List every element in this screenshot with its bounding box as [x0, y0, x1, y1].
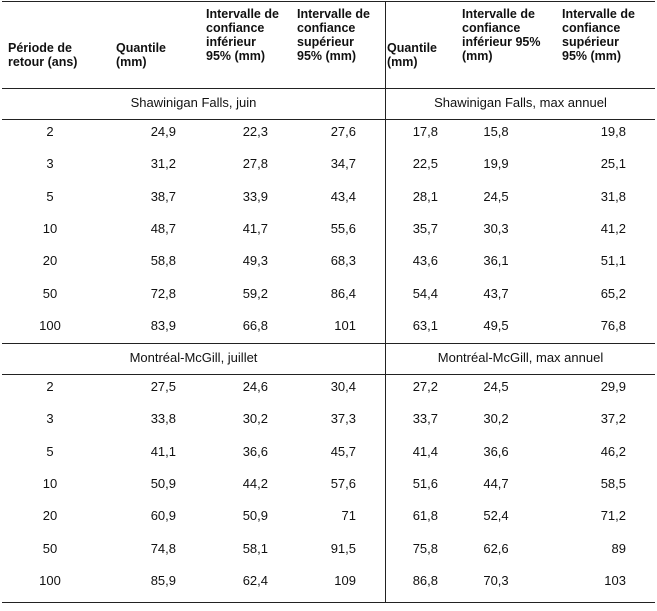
return-period-cell: 100 — [39, 317, 61, 333]
quantile-cell: 85,9 — [150, 572, 176, 588]
lower-ci-cell: 19,9 — [483, 156, 509, 172]
quantile-cell: 48,7 — [150, 220, 176, 236]
bottom-rule — [2, 602, 655, 603]
header-lower-ci-right: Intervalle de confiance inférieur 95% (mm) — [462, 7, 541, 63]
return-period-cell: 20 — [42, 253, 58, 269]
lower-ci-cell: 62,4 — [242, 572, 268, 588]
return-period-cell: 2 — [46, 124, 54, 139]
quantile-cell: 54,4 — [412, 285, 438, 301]
upper-ci-cell: 46,2 — [600, 443, 626, 459]
section-divider-rule — [2, 343, 655, 344]
return-period-cell: 20 — [42, 508, 58, 524]
quantile-cell: 38,7 — [150, 188, 176, 204]
quantile-cell: 27,2 — [412, 379, 438, 394]
quantile-cell: 22,5 — [412, 156, 438, 172]
quantile-cell: 86,8 — [412, 572, 438, 588]
upper-ci-cell: 19,8 — [600, 124, 626, 139]
quantile-cell: 33,7 — [412, 411, 438, 427]
upper-ci-cell: 37,2 — [600, 411, 626, 427]
upper-ci-cell: 71 — [341, 508, 356, 524]
lower-ci-cell: 24,5 — [483, 188, 509, 204]
header-upper-ci-left: Intervalle de confiance supérieur 95% (mm) — [297, 7, 370, 63]
upper-ci-cell: 55,6 — [330, 220, 356, 236]
quantile-cell: 60,9 — [150, 508, 176, 524]
lower-ci-cell: 43,7 — [483, 285, 509, 301]
lower-ci-cell: 36,6 — [483, 443, 509, 459]
header-return-period: Période de retour (ans) — [8, 41, 78, 69]
top-rule — [2, 1, 655, 2]
upper-ci-cell: 86,4 — [330, 285, 356, 301]
upper-ci-cell: 51,1 — [600, 253, 626, 269]
header-lower-ci-left: Intervalle de confiance inférieur 95% (mm) — [206, 7, 279, 63]
upper-ci-cell: 103 — [604, 572, 626, 588]
return-period-cell: 100 — [39, 572, 61, 588]
upper-ci-cell: 101 — [334, 317, 356, 333]
quantile-cell: 24,9 — [150, 124, 176, 139]
upper-ci-cell: 30,4 — [330, 379, 356, 394]
quantile-cell: 83,9 — [150, 317, 176, 333]
upper-ci-cell: 57,6 — [330, 475, 356, 491]
upper-ci-cell: 41,2 — [600, 220, 626, 236]
header-quantile-right: Quantile (mm) — [387, 41, 438, 69]
lower-ci-cell: 41,7 — [242, 220, 268, 236]
quantile-cell: 72,8 — [150, 285, 176, 301]
quantile-cell: 33,8 — [150, 411, 176, 427]
return-period-cell: 5 — [46, 188, 54, 204]
return-period-cell: 10 — [42, 475, 58, 491]
lower-ci-cell: 49,5 — [483, 317, 509, 333]
quantile-cell: 51,6 — [412, 475, 438, 491]
quantile-cell: 35,7 — [412, 220, 438, 236]
header-upper-ci-right: Intervalle de confiance supérieur 95% (mm) — [562, 7, 635, 63]
quantile-cell: 75,8 — [412, 540, 438, 556]
lower-ci-cell: 30,2 — [483, 411, 509, 427]
return-period-cell: 10 — [42, 220, 58, 236]
lower-ci-cell: 44,2 — [242, 475, 268, 491]
lower-ci-cell: 66,8 — [242, 317, 268, 333]
lower-ci-cell: 15,8 — [483, 124, 509, 139]
upper-ci-cell: 27,6 — [330, 124, 356, 139]
quantile-cell: 41,4 — [412, 443, 438, 459]
quantile-cell: 41,1 — [150, 443, 176, 459]
lower-ci-cell: 44,7 — [483, 475, 509, 491]
lower-ci-cell: 30,2 — [242, 411, 268, 427]
upper-ci-cell: 65,2 — [600, 285, 626, 301]
upper-ci-cell: 91,5 — [330, 540, 356, 556]
upper-ci-cell: 37,3 — [330, 411, 356, 427]
section-title-left: Montréal-McGill, juillet — [129, 350, 258, 365]
return-period-cell: 3 — [46, 411, 54, 427]
section1-title-rule — [2, 119, 655, 120]
quantile-cell: 31,2 — [150, 156, 176, 172]
upper-ci-cell: 71,2 — [600, 508, 626, 524]
quantile-cell: 58,8 — [150, 253, 176, 269]
quantile-cell: 74,8 — [150, 540, 176, 556]
center-vertical-rule — [385, 1, 386, 603]
quantile-cell: 50,9 — [150, 475, 176, 491]
header-bottom-rule — [2, 88, 655, 89]
section-title-right: Montréal-McGill, max annuel — [437, 350, 604, 365]
return-period-cell: 50 — [42, 285, 58, 301]
section-title-right: Shawinigan Falls, max annuel — [434, 95, 607, 110]
upper-ci-cell: 29,9 — [600, 379, 626, 394]
lower-ci-cell: 49,3 — [242, 253, 268, 269]
quantile-cell: 61,8 — [412, 508, 438, 524]
return-period-cell: 2 — [46, 379, 54, 394]
lower-ci-cell: 59,2 — [242, 285, 268, 301]
quantile-cell: 63,1 — [412, 317, 438, 333]
return-period-cell: 50 — [42, 540, 58, 556]
header-quantile-left: Quantile (mm) — [116, 41, 167, 69]
quantile-cell: 28,1 — [412, 188, 438, 204]
section2-title-rule — [2, 374, 655, 375]
lower-ci-cell: 36,6 — [242, 443, 268, 459]
lower-ci-cell: 22,3 — [242, 124, 268, 139]
lower-ci-cell: 52,4 — [483, 508, 509, 524]
lower-ci-cell: 33,9 — [242, 188, 268, 204]
upper-ci-cell: 68,3 — [330, 253, 356, 269]
upper-ci-cell: 25,1 — [600, 156, 626, 172]
upper-ci-cell: 76,8 — [600, 317, 626, 333]
lower-ci-cell: 62,6 — [483, 540, 509, 556]
upper-ci-cell: 58,5 — [600, 475, 626, 491]
upper-ci-cell: 43,4 — [330, 188, 356, 204]
lower-ci-cell: 27,8 — [242, 156, 268, 172]
lower-ci-cell: 24,5 — [483, 379, 509, 394]
quantile-cell: 43,6 — [412, 253, 438, 269]
return-period-cell: 3 — [46, 156, 54, 172]
upper-ci-cell: 109 — [334, 572, 356, 588]
section-title-left: Shawinigan Falls, juin — [130, 95, 257, 110]
upper-ci-cell: 34,7 — [330, 156, 356, 172]
lower-ci-cell: 36,1 — [483, 253, 509, 269]
upper-ci-cell: 45,7 — [330, 443, 356, 459]
lower-ci-cell: 58,1 — [242, 540, 268, 556]
lower-ci-cell: 30,3 — [483, 220, 509, 236]
return-period-cell: 5 — [46, 443, 54, 459]
upper-ci-cell: 89 — [611, 540, 626, 556]
upper-ci-cell: 31,8 — [600, 188, 626, 204]
lower-ci-cell: 70,3 — [483, 572, 509, 588]
lower-ci-cell: 50,9 — [242, 508, 268, 524]
quantile-cell: 17,8 — [412, 124, 438, 139]
quantile-cell: 27,5 — [150, 379, 176, 394]
lower-ci-cell: 24,6 — [242, 379, 268, 394]
